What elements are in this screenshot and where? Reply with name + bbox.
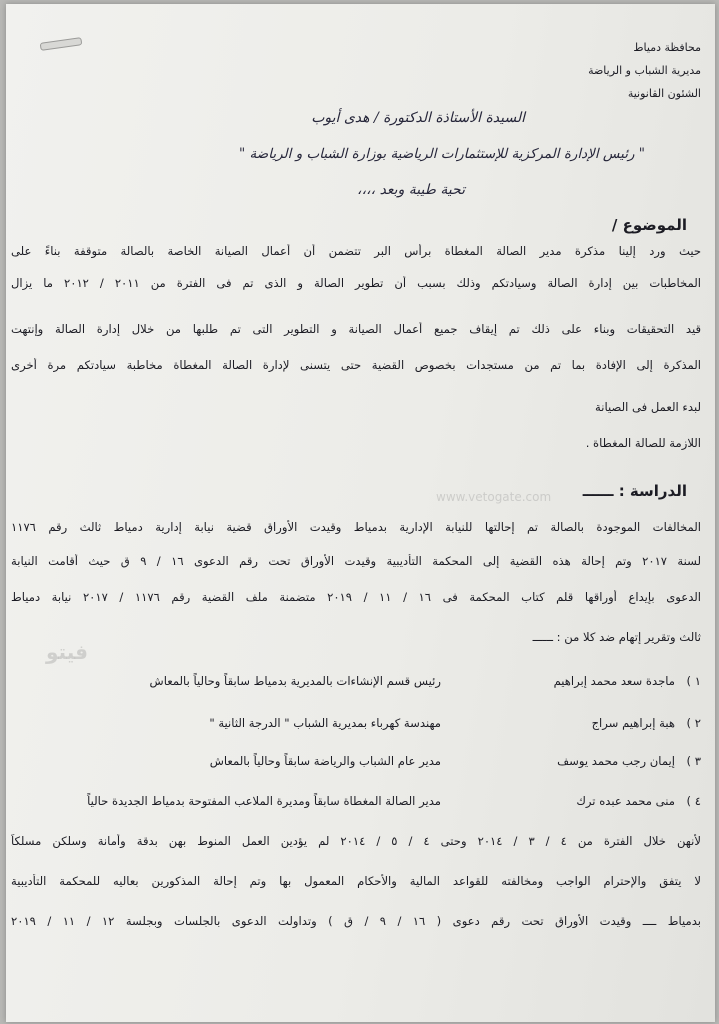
department-line: الشئون القانونية xyxy=(627,87,701,100)
subject-line: حيث ورد إلينا مذكرة مدير الصالة المغطاة برأس البر تتضمن أن أعمال الصيانة الخاصة بالصالة متوقفة بناءً على xyxy=(11,244,701,258)
accused-name: هبة إبراهيم سراج xyxy=(591,716,675,730)
accused-name: إيمان رجب محمد يوسف xyxy=(557,754,675,768)
directorate-line: مديرية الشباب و الرياضة xyxy=(588,64,701,77)
study-line: ثالث وتقرير إتهام ضد كلا من : ــــــ xyxy=(532,630,701,644)
accused-role: مهندسة كهرباء بمديرية الشباب " الدرجة الثانية " xyxy=(209,716,441,730)
subject-line: المذكرة إلى الإفادة بما تم من مستجدات بخصوص القضية حتى يتسنى لإدارة الصالة المغطاة مخاطبة سيادتكم مرة أخرى xyxy=(11,358,701,372)
accused-role: مدير الصالة المغطاة سابقاً ومديرة الملاعب المفتوحة بدمياط الجديدة حالياً xyxy=(87,794,441,808)
addressee-title-line: " رئيس الإدارة المركزية للإستثمارات الرياضية بوزارة الشباب و الرياضة " xyxy=(239,146,645,162)
closing-line: لأنهن خلال الفترة من ٤ / ٣ / ٢٠١٤ وحتى ٤ / ٥ / ٢٠١٤ لم يؤدين العمل المنوط بهن بدقة وأمانة وسلكن مسلكاً xyxy=(11,834,701,848)
accused-name: منى محمد عبده ترك xyxy=(576,794,675,808)
governorate-line: محافظة دمياط xyxy=(633,41,701,54)
greeting-line: تحية طيبة وبعد ،،،، xyxy=(357,182,465,198)
accused-row xyxy=(11,716,701,736)
accused-number: ٢ ) xyxy=(686,716,701,730)
letterhead xyxy=(481,36,701,105)
study-heading: الدراسة : ــــــ xyxy=(582,482,687,500)
study-line: لسنة ٢٠١٧ وتم إحالة هذه القضية إلى المحكمة التأديبية وقيدت الأوراق تحت رقم الدعوى ١٦ / ٩ ق حيث أقامت النيابة xyxy=(11,554,701,568)
accused-role: رئيس قسم الإنشاءات بالمديرية بدمياط سابقاً وحالياً بالمعاش xyxy=(149,674,441,688)
study-line: المخالفات الموجودة بالصالة تم إحالتها للنيابة الإدارية بدمياط وقيدت الأوراق قضية نيابة إدارية دمياط ثالث رقم ١١٧٦ xyxy=(11,520,701,534)
accused-number: ٣ ) xyxy=(686,754,701,768)
accused-number: ٤ ) xyxy=(686,794,701,808)
closing-line: بدمياط ــــ وقيدت الأوراق تحت رقم دعوى ( ١٦ / ٩ / ق ) وتداولت الدعوى بالجلسات وبجلسة ١٢ / ١١ / ٢٠١٩ xyxy=(11,914,701,928)
watermark-url: www.vetogate.com xyxy=(436,490,552,504)
subject-line: اللازمة للصالة المغطاة . xyxy=(585,436,701,450)
accused-name: ماجدة سعد محمد إبراهيم xyxy=(553,674,675,688)
subject-line: المخاطبات بين إدارة الصالة وسيادتكم وذلك بسبب أن تطوير الصالة و الذى تم فى الفترة من ٢٠١١ / ٢٠١٢ ما يزال xyxy=(11,276,701,290)
watermark-logo: فيتو xyxy=(46,640,88,664)
subject-heading: الموضوع / xyxy=(611,216,687,234)
document-page xyxy=(6,4,715,1022)
accused-row xyxy=(11,674,701,694)
subject-line: لبدء العمل فى الصيانة xyxy=(595,400,701,414)
accused-row xyxy=(11,794,701,814)
staple-mark xyxy=(40,37,83,51)
addressee-line: السيدة الأستاذة الدكتورة / هدى أيوب xyxy=(311,110,525,126)
accused-row xyxy=(11,754,701,774)
closing-line: لا يتفق والإحترام الواجب ومخالفته للقواعد المالية والأحكام المعمول بها وتم إحالة المذكورين بعاليه للمحكمة التأديبية xyxy=(11,874,701,888)
accused-number: ١ ) xyxy=(686,674,701,688)
accused-role: مدير عام الشباب والرياضة سابقاً وحالياً بالمعاش xyxy=(209,754,441,768)
study-line: الدعوى بإيداع أوراقها قلم كتاب المحكمة فى ١٦ / ١١ / ٢٠١٩ متضمنة ملف القضية رقم ١١٧٦ / ٢٠١٧ نيابة دمياط xyxy=(11,590,701,604)
subject-line: قيد التحقيقات وبناء على ذلك تم إيقاف جميع أعمال الصيانة و التطوير التى تم طلبها من خلال إدارة الصالة وإنتهت xyxy=(11,322,701,336)
